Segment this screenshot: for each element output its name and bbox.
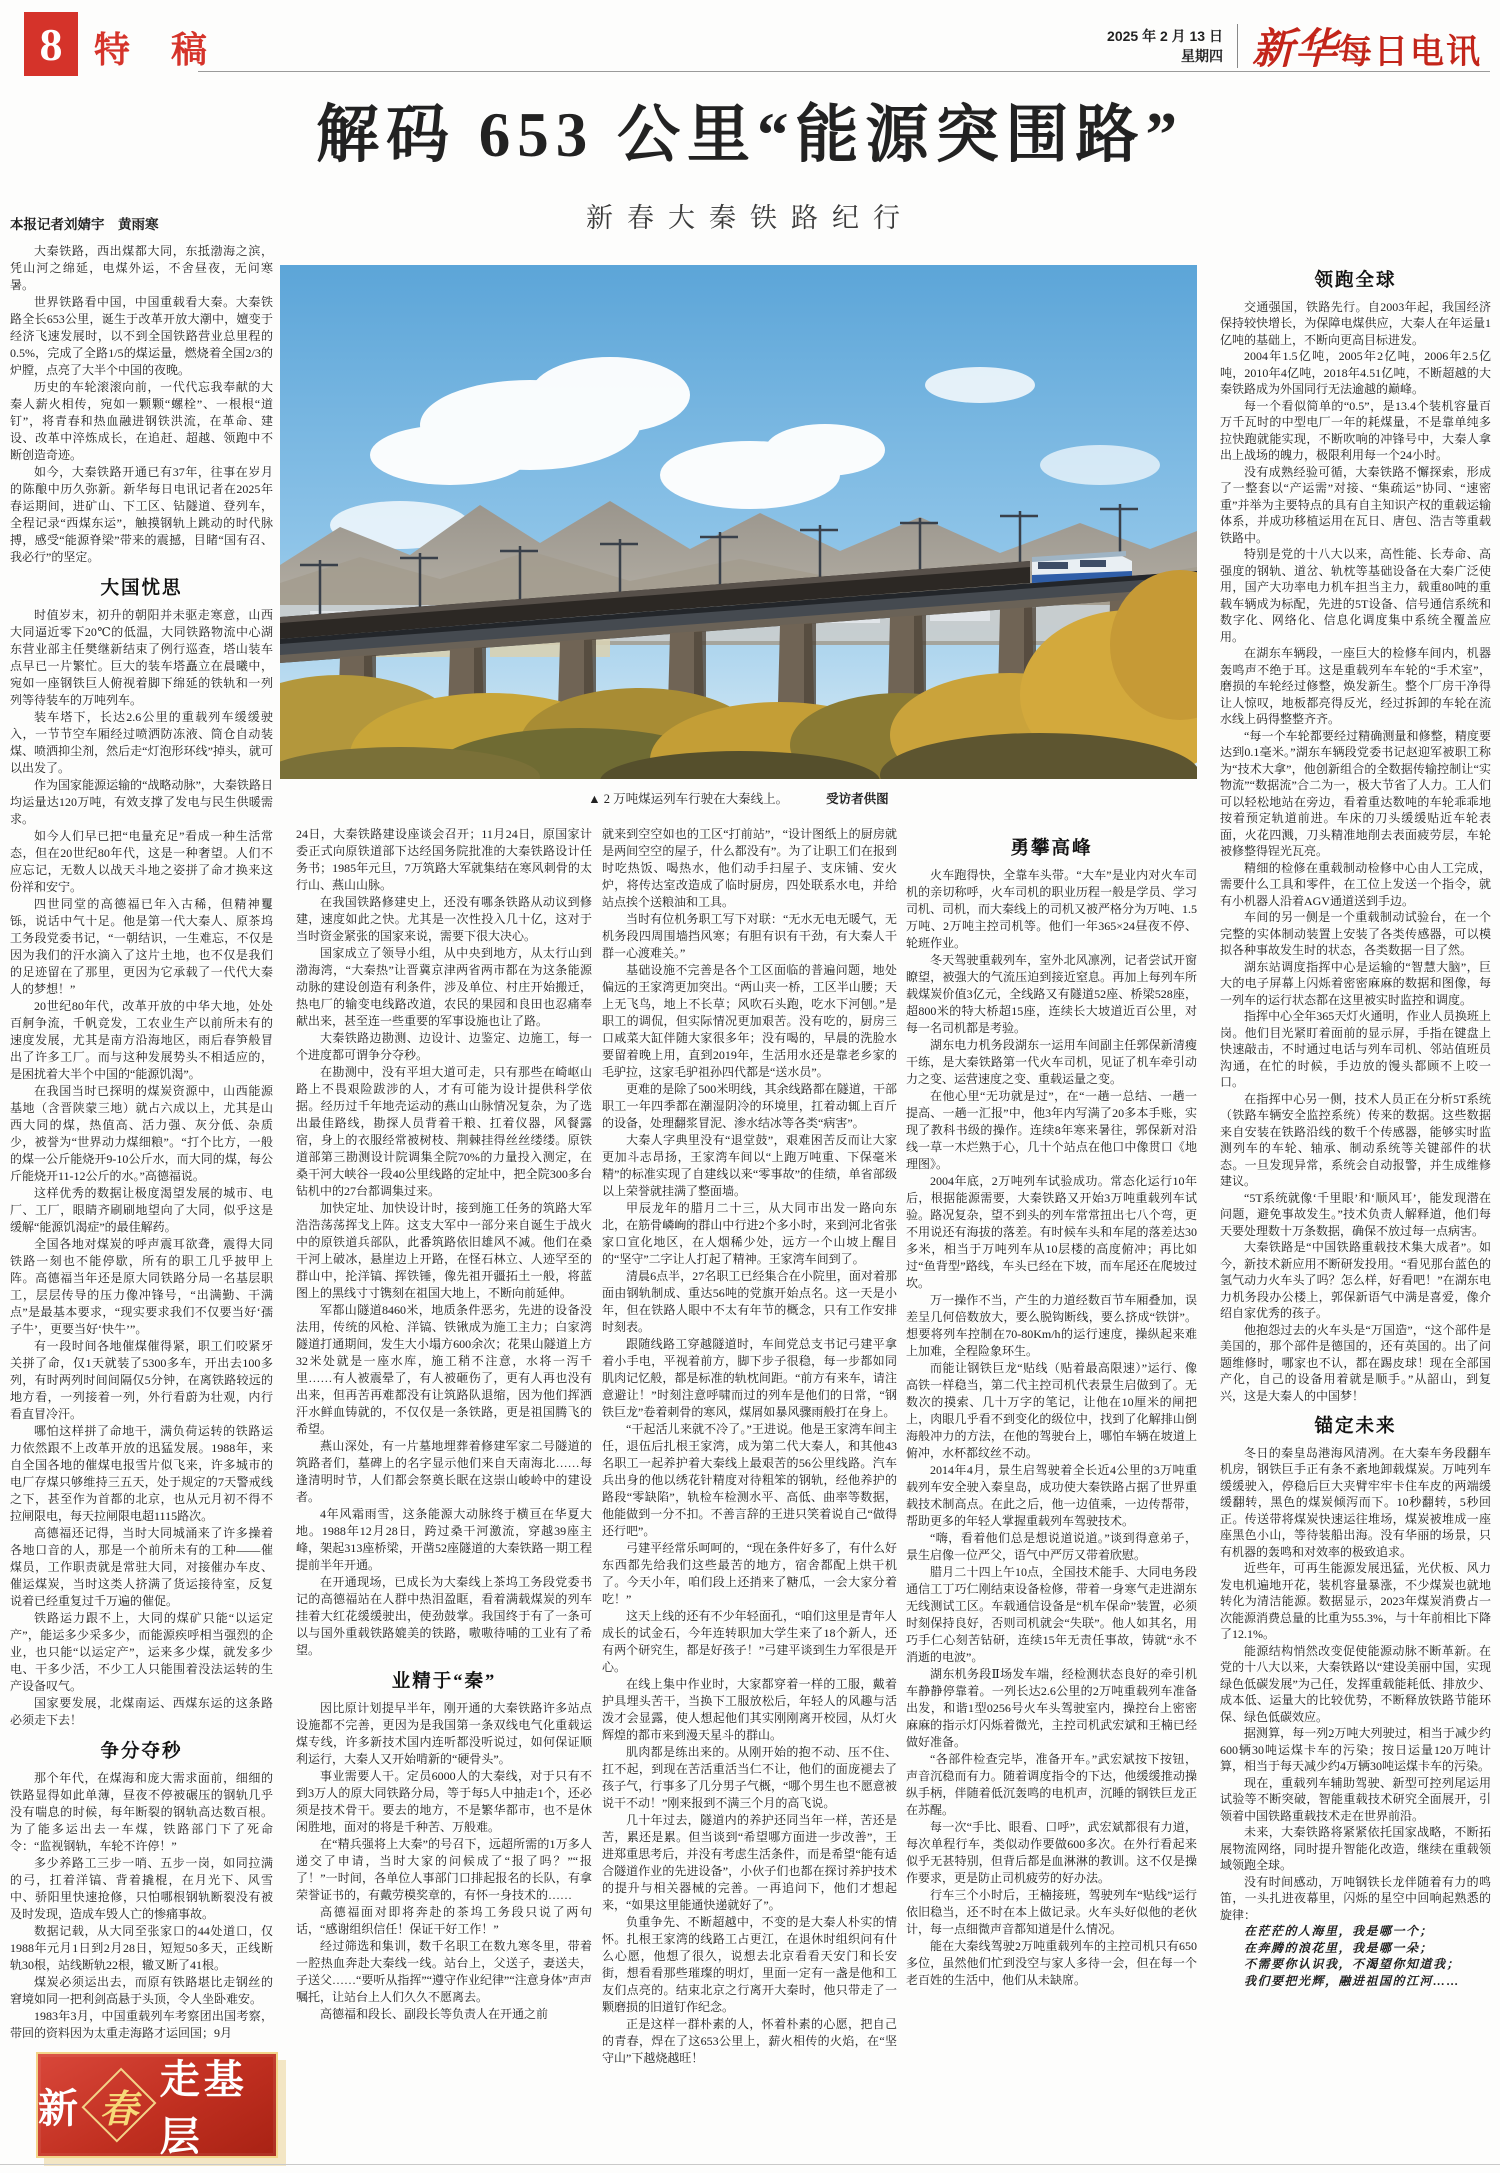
paragraph: 每一个看似简单的“0.5”，是13.4个装机容量百万千瓦时的中型电厂一年的耗煤量，不是靠单纯多拉快跑就能实现，不断吹响的冲锋号中，大秦人拿出上战场的魄力，极限利用每一个24小时。 [1220, 398, 1491, 462]
paragraph: 清晨6点半，27名职工已经集合在小院里，面对着那面由钢轨制成、重达56吨的党旗开始点名。这一天是小年，但在铁路人眼中不太有年节的概念，只有工作安排时刻表。 [602, 1269, 897, 1334]
lyric-line: 我们要把光辉，融进祖国的江河…… [1244, 1973, 1461, 1988]
paragraph: 能源结构悄然改变促使能源动脉不断革新。在党的十八大以来，大秦铁路以“建设美丽中国，实现绿色低碳发展”为己任，发挥重载能耗低、排放少、成本低、运量大的比较优势，不断释放铁路节能环保、绿色低碳效应。 [1220, 1643, 1491, 1724]
byline: 本报记者刘婧宇 黄雨寒 [10, 217, 159, 232]
page-number-box [24, 12, 78, 76]
paragraph: 在开通现场，已成长为大秦线上茶坞工务段党委书记的高德福站在人群中热泪盈眶，看着满载煤炭的列车挂着大红花缓缓驶出，使劲鼓掌。我国终于有了一条可以与国外重载铁路媲美的铁路，嗷嗷待哺的工业有了希望。 [296, 1575, 592, 1657]
paragraph: 精细的检修在重载制动检修中心由人工完成，需要什么工具和零件，在工位上发送一个指令，就有小机器人沿着AGV通道送到手边。 [1220, 860, 1491, 908]
paragraph: 24日，大秦铁路建设座谈会召开；11月24日，原国家计委正式向原铁道部下达经国务院批准的大秦铁路设计任务书；1985年元旦，7万筑路大军就集结在寒风刺骨的太行山、燕山山脉。 [296, 827, 592, 892]
weekday: 星期四 [1180, 48, 1223, 64]
bottom-rule [0, 2164, 1500, 2165]
paragraph: 湖东站调度指挥中心是运输的“智慧大脑”，巨大的电子屏幕上闪烁着密密麻麻的数据和图像，每一列车的运行状态都在这里被实时监控和调度。 [1220, 959, 1491, 1007]
paragraph: 20世纪80年代，改革开放的中华大地，处处百舸争流，千帆竞发，工农业生产以前所未有的速度发展，尤其是南方沿海地区，雨后春笋般冒出了许多工厂。而与这种发展势头不相适应的，是困扰着大半个中国的“能源饥渴”。 [10, 999, 273, 1081]
paragraph: 2014年4月，景生启驾驶着全长近4公里的3万吨重载列车安全驶入秦皇岛，成功使大秦铁路占据了世界重载技术制高点。在此之后，他一边值乘，一边传帮带，帮助更多的年轻人掌握重载列车驾驶技术。 [906, 1463, 1197, 1528]
paragraph: 煤炭必须运出去，而原有铁路堪比走钢丝的窘境如同一把利剑高悬于头顶，令人坐卧难安。 [10, 1975, 273, 2006]
paragraph: 正是这样一群朴素的人，怀着朴素的心愿，把自己的青春，焊在了这653公里上，薪火相传的火焰，在“坚守山”下越烧越旺！ [602, 2017, 897, 2065]
section-heading: 争分夺秒 [100, 1742, 183, 1762]
paragraph: 如今人们早已把“电量充足”看成一种生活常态，但在20世纪80年代，这是一种奢望。人们不应忘记，无数人以战天斗地之姿拼了命才换来这份祥和安宁。 [10, 829, 273, 894]
paragraph: 高德福还记得，当时大同城涌来了许多操着各地口音的人，那是一个前所未有的工种——催煤员，工作职责就是常驻大同，对接催办车皮、催运煤炭，当时这类人挤满了货运接待室，反复说着已经重复过千万遍的催促。 [10, 1526, 273, 1608]
section-heading: 锚定未来 [1314, 1417, 1397, 1437]
paragraph: 在“精兵强将上大秦”的号召下，远超所需的1万多人递交了申请，当时大家的问候成了“报了吗？”“报了！”一时间，各单位人事部门口排起报名的长队，有拿荣誉证书的，有戴劳模奖章的，有怀一身技术的…… [296, 1837, 592, 1902]
column-1 [10, 212, 273, 2042]
paragraph: 没有时间感动，万吨钢铁长龙伴随着有力的鸣笛，一头扎进夜幕里，闪烁的星空中回响起熟悉的旋律： [1220, 1874, 1491, 1922]
lyric-line: 在奔腾的浪花里，我是哪一朵； [1244, 1940, 1434, 1955]
paragraph: 行车三个小时后，王楠接班，驾驶列车“贴线”运行依旧稳当，还不时在本上做记录。火车头好似他的老伙计，每一点细微声音都知道是什么情况。 [906, 1888, 1197, 1936]
paragraph: 2004年1.5亿吨，2005年2亿吨，2006年2.5亿吨，2010年4亿吨，2018年4.51亿吨，不断超越的大秦铁路成为外国同行无法逾越的巅峰。 [1220, 349, 1491, 396]
paragraph: 经过筛选和集训，数千名职工在数九寒冬里，带着一腔热血奔赴大秦线一线。站台上，父送子，妻送夫，子送父……“要听从指挥”“遵守作业纪律”“注意身体”声声嘱托，让站台上人们久久不愿离去。 [296, 1939, 592, 2004]
section-heading: 领跑全球 [1314, 271, 1397, 291]
paragraph: 在我国当时已探明的煤炭资源中，山西能源基地（含晋陕蒙三地）就占六成以上，尤其是山西大同的煤，热值高、活力强、灰分低、杂质少，被誉为“世界动力煤细粮”。“打个比方，一般的煤一公斤能烧开9-10公斤水，而大同的煤，每公斤能烧开11-12公斤的水。”高德福说。 [10, 1084, 273, 1183]
paragraph: 在线上集中作业时，大家都穿着一样的工服，戴着护具埋头苦干，当换下工服放松后，年轻人的风趣与活泼才会显露，使人想起他们其实刚刚离开校园，从灯火辉煌的都市来到漫天星斗的群山。 [602, 1677, 897, 1742]
train-photo-illustration [280, 265, 1197, 779]
paragraph: 高德福面对即将奔赴的茶坞工务段只说了两句话，“感谢组织信任！保证干好工作！” [296, 1905, 592, 1936]
paragraph: 大秦人字典里没有“退堂鼓”，艰难困苦反而让大家更加斗志昂扬，王家湾车间以“上跑万吨重、下保毫米精”的标准实现了自建线以来“零事故”的佳绩，单省部级以上荣誉就挂满了整面墙。 [602, 1133, 897, 1198]
paragraph: 冬日的秦皇岛港海风清冽。在大秦车务段翻车机房，钢铁巨手正有条不紊地卸载煤炭。万吨列车缓缓驶入，停稳后巨大夹臂牢牢卡住车皮的两端缓缓翻转，黑色的煤炭倾泻而下。10秒翻转，5秒回正。传送带将煤炭快速运往堆场，煤炭被堆成一座座黑色小山，等待装船出海。没有华丽的场景，只有机器的轰鸣和对效率的极致追求。 [1220, 1445, 1491, 1559]
header-right [1107, 16, 1482, 76]
paragraph: 时值岁末，初升的朝阳并未驱走寒意，山西大同逼近零下20℃的低温，大同铁路物流中心湖东营业部主任樊继新结束了例行巡查，塔山装车点早已一片繁忙。巨大的装车塔矗立在晨曦中，宛如一座钢铁巨人俯视着脚下绵延的铁轨和一列列等待装车的万吨列车。 [10, 608, 273, 707]
section-name: 特 稿 [94, 30, 224, 70]
paragraph: 在我国铁路修建史上，还没有哪条铁路从动议到修建，速度如此之快。尤其是一次性投入几十亿，这对于当时资金紧张的国家来说，需要下很大决心。 [296, 895, 592, 943]
paragraph: 车间的另一侧是一个重载制动试验台，在一个完整的实体制动装置上安装了各类传感器，可以模拟各种事故发生时的状态，各类数据一目了然。 [1220, 910, 1491, 957]
paragraph: 特别是党的十八大以来，高性能、长寿命、高强度的钢轨、道岔、轨枕等基础设备在大秦广泛使用，国产大功率电力机车担当主力，载重80吨的重载车辆成为标配，先进的5T设备、信号通信系统和数字化、网络化、信息化调度集中系统全覆盖应用。 [1220, 547, 1491, 644]
date-line: 2025 年 2 月 13 日 [1107, 28, 1223, 44]
paragraph: 四世同堂的高德福已年入古稀，但精神矍铄，说话中气十足。他是第一代大秦人、原茶坞工务段党委书记，“一朝结识，一生难忘，不仅是因为我们的汗水滴入了这片土地，也不仅是我们的足迹留在了那里，更因为它承载了一代代大秦人的梦想！” [10, 897, 273, 996]
paragraph: 燕山深处，有一片墓地埋葬着修建军家二号隧道的筑路者们，墓碑上的名字显示他们来自天南海北……每逢清明时节，人们都会祭奠长眠在这崇山峻岭中的建设者。 [296, 1439, 592, 1504]
paragraph: 哪怕这样拼了命地干，满负荷运转的铁路运力依然跟不上改革开放的迅猛发展。1988年，来自全国各地的催煤电报雪片似飞来，许多城市的电厂存煤只够维持三五天，处于规定的7天警戒线之下，甚至作为首都的北京，也从元月初不得不拉闸限电，每天拉闸限电超1115路次。 [10, 1424, 273, 1523]
paragraph: “干起活儿来就不冷了。”王进说。他是王家湾车间主任，退伍后扎根王家湾，成为第二代大秦人，和其他43名职工一起养护着大秦线上最艰苦的56公里线路。汽车兵出身的他以绣花针精度对待粗笨的钢轨，经他养护的路段“零缺陷”，轨检车检测水平、高低、曲率等数据，他能做到一分不扣。不善言辞的王进只笑着说自己“做得还行吧”。 [602, 1422, 897, 1538]
paragraph: 现在，重载列车辅助驾驶、新型可控列尾运用试验等不断突破，智能重载技术研究全面展开，引领着中国铁路重载技术走在世界前沿。 [1220, 1775, 1491, 1823]
paragraph: 高德福和段长、副段长等负责人在开通之前 [320, 2007, 549, 2021]
section-heading: 业精于“秦” [391, 1672, 497, 1692]
paragraph: 大秦铁路边勘测、边设计、边鉴定、边施工，每一个进度都可谓争分夺秒。 [296, 1031, 592, 1062]
main-headline: 解码 653 公里“能源突围路” [316, 100, 1184, 170]
paragraph: 火车跑得快，全靠车头带。“大车”是业内对火车司机的亲切称呼，火车司机的职业历程一般是学员、学习司机、司机，而大秦线上的司机又被严格分为万吨、1.5万吨、2万吨主控司机等。他们一年365×24昼夜不停、轮班作业。 [906, 868, 1197, 950]
column-3 [602, 826, 897, 2164]
paragraph: “5T系统就像‘千里眼’和‘顺风耳’，能发现潜在问题，避免事故发生。”技术负责人解释道，他们每天要处理数十万条数据，确保不放过每一点病害。 [1220, 1190, 1491, 1238]
badge-diamond-icon [81, 2068, 156, 2143]
page-number: 8 [39, 18, 63, 70]
photo-caption [280, 789, 1197, 807]
paragraph: 能在大秦线驾驶2万吨重载列车的主控司机只有650多位，虽然他们忙到没空与家人多待一会，但在每一个老百姓的生活中，他们从未缺席。 [906, 1939, 1197, 1987]
masthead-part1: 新华 [1251, 27, 1338, 73]
paragraph: 据测算，每一列2万吨大列驶过，相当于减少约600辆30吨运煤卡车的污染；按日运量120万吨计算，相当于每天减少约4万辆30吨运煤卡车的污染。 [1220, 1726, 1491, 1773]
paragraph: 交通强国，铁路先行。自2003年起，我国经济保持较快增长，为保障电煤供应，大秦人在年运量1亿吨的基础上，不断向更高目标进发。 [1220, 299, 1491, 347]
paragraph: 这样优秀的数据让极度渴望发展的城市、电厂、工厂，眼睛齐刷刷地望向了大同，似乎这是缓解“能源饥渴症”的最佳解药。 [10, 1186, 273, 1234]
masthead-part2: 每日电讯 [1338, 34, 1482, 71]
paragraph: 国家成立了领导小组，从中央到地方，从太行山到渤海湾，“大秦热”让晋冀京津两省两市都在为这条能源动脉的建设创造有利条件，涉及单位、村庄开始搬迁，热电厂的输变电线路改道，农民的果园和良田也忍痛奉献出来，甚至连一些重要的军事设施也让了路。 [296, 946, 592, 1028]
section-heading: 勇攀高峰 [1010, 839, 1093, 859]
paragraph: 这天上线的还有不少年轻面孔，“咱们这里是青年人成长的试金石，今年连转职加大学生来了18个新人，还有两个研究生，都是好孩子！”弓建平谈到生力军很是开心。 [602, 1609, 897, 1674]
photo-credit: 受访者供图 [826, 792, 889, 806]
paragraph: 事业需要人干。定员6000人的大秦线，对于只有不到3万人的原大同铁路分局，等于每5人中抽走1个，还必须是技术骨干。要去的地方，不是繁华都市，也不是休闲胜地，面对的将是千种苦、万般难。 [296, 1769, 592, 1834]
column-5 [1220, 258, 1491, 2158]
paragraph: 腊月二十四上午10点，全国技术能手、大同电务段通信工丁巧仁刚结束设备检修，带着一身寒气走进湖东无线测试工区。车载通信设备是“机车保命”装置，必须时刻保持良好，否则司机就会“失联”。他人如其名，用巧手仁心刻苦钻研，连续15年无责任事故，铸就“永不消逝的电波”。 [906, 1565, 1197, 1664]
paragraph: 更难的是除了500米明线，其余线路都在隧道，干部职工一年四季都在潮湿阴冷的环境里，扛着动辄上百斤的设备，处理翻浆冒泥、渗水结冰等各类“病害”。 [602, 1082, 897, 1130]
badge-char-xin: 新 [38, 2085, 78, 2131]
paragraph: “各部件检查完毕，准备开车。”武宏斌按下按钮，声音沉稳而有力。随着调度指令的下达，他缓缓推动操纵手柄，伴随着低沉轰鸣的电机声，沉睡的钢铁巨龙正在苏醒。 [906, 1752, 1197, 1817]
paragraph: 1983年3月，中国重载列车考察团出国考察，带回的资料因为太重走海路才运回国；9月 [10, 2009, 273, 2040]
paragraph: 当时有位机务职工写下对联：“无水无电无暖气，无机务段四周围墙挡风寒；有胆有识有干劲，有大秦人干群一心渡难关。” [602, 912, 897, 960]
badge-text: 走基层 [159, 2057, 248, 2159]
sub-headline: 新春大秦铁路纪行 [586, 203, 914, 233]
paragraph: 冬天驾驶重载列车，室外北风凛冽，记者尝试开窗瞭望，被强大的气流压迫到接近窒息。再加上每列车所载煤炭价值3亿元，全线路又有隧道52座、桥梁528座，超800米的特大桥超15座，连续长大坡道近百公里，对每一名司机都是考验。 [906, 953, 1197, 1035]
paragraph: 基础设施不完善是各个工区面临的普遍问题，地处偏远的王家湾更加突出。“两山夹一桥，工区半山腰；天上无飞鸟，地上不长草；风吹石头跑，吃水下河刨。”是职工的调侃，但实际情况更加艰苦。没有吃的，厨房三口咸菜大缸伴随大家很多年；没有喝的，早晨的洗脸水要留着晚上用，直到2019年，生活用水还是靠老乡家的毛驴拉，这家毛驴祖孙四代都是“送水员”。 [602, 963, 897, 1079]
column-4 [906, 826, 1197, 2164]
paragraph: 加快定址、加快设计时，接到施工任务的筑路大军浩浩荡荡挥戈上阵。这支大军中一部分来自诞生于战火中的原铁道兵部队，此番筑路依旧雄风不减。他们在桑干河上破冰，悬崖边上开路，在怪石林立、人迹罕至的群山中，抡洋镐、挥铁锤，像先祖开疆拓土一般，将蓝图上的黑线寸寸镌刻在祖国大地上，不断向前延伸。 [296, 1201, 592, 1300]
paragraph: 大秦铁路，西出煤都大同，东抵渤海之滨，凭山河之绵延，电煤外运，不舍昼夜，无问寒暑。 [10, 244, 273, 292]
paragraph: 就来到空空如也的工区“打前站”，“设计图纸上的厨房就是两间空空的屋子，什么都没有”。为了让职工们在报到时吃热饭、喝热水，他们动手扫屋子、支床铺、安火炉，将传达室改造成了临时厨房，四处联系水电，并给站点挨个送粮油和工具。 [602, 827, 897, 909]
paragraph: 湖东电力机务段湖东一运用车间副主任郭保新清瘦干练，是大秦铁路第一代火车司机，见证了机车牵引动力之变、运营速度之变、重载运量之变。 [906, 1038, 1197, 1086]
paragraph: 在指挥中心另一侧，技术人员正在分析5T系统（铁路车辆安全监控系统）传来的数据。这些数据来自安装在铁路沿线的数千个传感器，能够实时监测列车的车轮、轴承、制动系统等关键部件的状态。一旦发现异常，系统会自动报警，并生成维修建议。 [1220, 1091, 1491, 1188]
paragraph: “每一个车轮都要经过精确测量和修整，精度要达到0.1毫米。”湖东车辆段党委书记赵迎军被职工称为“技术大拿”，他创新组合的全数据传输控制让“实物流”“数据流”合二为一，极大节省了人力。工人们可以轻松地站在旁边，看着重达数吨的车轮乖乖地按着预定轨道前进。车床的刀头缓缓贴近车轮表面，火花四溅，刀头精准地削去表面疲劳层，车轮被修整得锃光瓦亮。 [1220, 728, 1491, 858]
paragraph: 肌肉都是练出来的。从刚开始的抱不动、压不住、扛不起，到现在苦活重活当仁不让，他们的面庞褪去了孩子气，行事多了几分男子气概，“哪个男生也不愿意被说干不动！”刚来报到不满三个月的高飞说。 [602, 1745, 897, 1810]
masthead-logo [1252, 16, 1482, 76]
paragraph: 作为国家能源运输的“战略动脉”，大秦铁路日均运量达120万吨，有效支撑了发电与民生供暖需求。 [10, 778, 273, 826]
paragraph: 几十年过去，隧道内的养护还同当年一样，苦还是苦，累还是累。但当谈到“希望哪方面进一步改善”，王进郑重思考后，并没有考虑生活条件，而是希望“能有适合隧道作业的先进设备”，小伙子们也都在探讨养护技术的提升与相关器械的完善。一再追问下，他们才想起来，“如果这里能通快递就好了”。 [602, 1813, 897, 1912]
paragraph: 多少养路工三步一哨、五步一岗，如同拉满的弓，扛着洋镐、背着撬棍，在月光下、风雪中、骄阳里快速抢修，只怕哪根钢轨断裂没有被及时发现，造成车毁人亡的惨痛事故。 [10, 1856, 273, 1921]
paragraph: 在湖东车辆段，一座巨大的检修车间内，机器轰鸣声不绝于耳。这是重载列车车轮的“手术室”，磨损的车轮经过修整，焕发新生。整个厂房干净得让人惊叹，地板都亮得反光，经过拆卸的车轮在流水线上码得整整齐齐。 [1220, 646, 1491, 726]
paragraph: 国家要发展，北煤南运、西煤东运的这条路必须走下去！ [10, 1696, 273, 1727]
caption-text: ▲ 2 万吨煤运列车行驶在大秦线上。 [588, 792, 789, 806]
paragraph: 世界铁路看中国，中国重载看大秦。大秦铁路全长653公里，诞生于改革开放大潮中，嬗变于经济飞速发展时，以不到全国铁路营业总里程的0.5%，完成了全路1/5的煤运量，燃烧着全国2/3的炉膛，点亮了大半个中国的夜晚。 [10, 295, 273, 377]
paragraph: 每一次“手比、眼看、口呼”，武宏斌都很有力道，每次单程行车，类似动作要做600多次。在外行看起来似乎无甚特别，但背后都是血淋淋的教训。这不仅是操作要求，更是防止司机疲劳的好办法。 [906, 1820, 1197, 1885]
paragraph: 湖东机务段Ⅱ场发车端，经检测状态良好的牵引机车静静停靠着。一列长达2.6公里的2万吨重载列车准备出发，和谐1型0256号火车头驾驶室内，操控台上密密麻麻的指示灯闪烁着微光，主控司机武宏斌和王楠已经做好准备。 [906, 1667, 1197, 1749]
paragraph: 他抱怨过去的火车头是“万国造”，“这个部件是美国的，那个部件是德国的，还有英国的。出了问题维修时，哪家也不认，都在踢皮球！现在全部国产化，自己的设备用着就是顺手。”从韶山，到复兴，这是大秦人的中国梦！ [1220, 1322, 1491, 1403]
badge-char-chun: 春 [99, 2088, 138, 2131]
paragraph: 甲辰龙年的腊月二十三，从大同市出发一路向东北，在筋骨嶙峋的群山中行进2个多小时，来到河北省张家口宣化地区，在人烟稀少处，远方一个山坡上醒目的“坚守”二字让人打起了精神。王家湾车间到了。 [602, 1201, 897, 1266]
section-heading: 大国忧思 [100, 579, 183, 599]
lead-photo [280, 265, 1197, 779]
paragraph: 而能让钢铁巨龙“贴线（贴着最高限速）”运行、像高铁一样稳当，第二代主控司机代表景生启做到了。无数次的摸索、几十万字的笔记，让他在10厘米的闸把上，肉眼几乎看不到变化的级位中，找到了化解排山倒海般冲力的方法，在他的驾驶台上，哪怕车辆在坡道上俯冲，水杯都纹丝不动。 [906, 1361, 1197, 1460]
new-spring-badge [36, 2052, 278, 2158]
lyric-line: 不需要你认识我，不渴望你知道我； [1244, 1957, 1461, 1971]
paragraph: 历史的车轮滚滚向前，一代代忘我奉献的大秦人薪火相传，宛如一颗颗“螺栓”、一根根“道钉”，将青春和热血融进钢铁洪流，在革命、建设、改革中淬炼成长，在追赶、超越、领跑中不断创造奇迹。 [10, 380, 273, 462]
paragraph: 4年风霜雨雪，这条能源大动脉终于横亘在华夏大地。1988年12月28日，跨过桑干河激流，穿越39座主峰，架起313座桥梁，开凿52座隧道的大秦铁路一期工程提前半年开通。 [296, 1507, 592, 1572]
paragraph: 在勘测中，没有平坦大道可走，只有那些在崎岖山路上不畏艰险跋涉的人，才有可能为设计提供科学依据。经历过千年地壳运动的燕山山脉情况复杂，为了选出最佳路线，勘探人员背着干粮、扛着仪器，风餐露宿，身上的衣服经常被树枝、荆棘挂得丝丝缕缕。原铁道部第三勘测设计院调集全院70%的力量投入测定，在桑干河大峡谷一段40公里线路的定址中，把全院300多台钻机中的27台都调集过来。 [296, 1065, 592, 1198]
paragraph: “嗨，看着他们总是想说道说道。”谈到得意弟子，景生启像一位严父，语气中严厉又带着欣慰。 [906, 1531, 1197, 1562]
paragraph: 万一操作不当，产生的力道经数百节车厢叠加，误差呈几何倍数放大，要么脱钩断线，要么挤成“铁饼”。想要将列车控制在70-80Km/h的运行速度，操纵起来难上加难，全程险象环生。 [906, 1293, 1197, 1358]
paragraph: 数据记载，从大同至张家口的44处道口，仅1988年元月1日到2月28日，短短50多天，正线断轨30根，站线断轨22根，辙叉断了41根。 [10, 1924, 273, 1972]
paragraph: 有一段时间各地催煤催得紧，职工们咬紧牙关拼了命，仅1天就装了5300多车，开出去100多列，有时两列时间间隔仅5分钟，在离铁路较远的地方看，一列接着一列，外行看蔚为壮观，内行看直冒冷汗。 [10, 1339, 273, 1421]
paragraph: 因比原计划提早半年，刚开通的大秦铁路许多站点设施都不完善，更因为是我国第一条双线电气化重载运煤专线，许多新技术国内连听都没听说过，如何保证顺利运行，大秦人又开始啃新的“硬骨头”。 [296, 1701, 592, 1766]
paragraph: 铁路运力跟不上，大同的煤矿只能“以运定产”，能运多少采多少，而能源疾呼相当强烈的企业，也只能“以运定产”，运来多少煤，就发多少电、干多少活，不少工人只能围着没法运转的生产设备叹气。 [10, 1611, 273, 1693]
paragraph: 全国各地对煤炭的呼声震耳欲聋，震得大同铁路一刻也不能停歇，所有的职工几乎披甲上阵。高德福当年还是原大同铁路分局一名基层职工，层层传导的压力像冲锋号，“出满勤、干满点”是最基本要求，“现实要求我们不仅要当好‘孺子牛’，更要当好‘快牛’”。 [10, 1237, 273, 1336]
paragraph: 没有成熟经验可循，大秦铁路不懈探索，形成了一整套以“产运需”对接、“集疏运”协同、“速密重”并举为主要特点的具有自主知识产权的重载运输体系，并成功移植运用在瓦日、唐包、浩吉等重载铁路中。 [1220, 464, 1491, 545]
paragraph: 弓建平经常乐呵呵的，“现在条件好多了，有什么好东西都先给我们这些最苦的地方，宿舍都配上烘干机了。今天小年，咱们段上还捎来了糖瓜，一会大家分着吃！” [602, 1541, 897, 1606]
paragraph: 在他心里“无功就是过”，在“一趟一总结、一趟一提高、一趟一汇报”中，他3年内写满了20多本手账，实现了教科书级的操作。连续8年寒来暑往，郭保新对沿线一草一木烂熟于心，几十个站点在他口中像贯口《地理图》。 [906, 1089, 1197, 1171]
lyric-line: 在茫茫的人海里，我是哪一个； [1244, 1924, 1434, 1938]
paragraph: 未来，大秦铁路将紧紧依托国家战略，不断拓展物流网络，同时提升智能化改造，继续在重载领域领跑全球。 [1220, 1825, 1491, 1872]
paragraph: 如今，大秦铁路开通已有37年，往事在岁月的陈酿中历久弥新。新华每日电讯记者在2025年春运期间，进矿山、下工区、钻隧道、登列车，全程记录“西煤东运”，触摸钢轨上跳动的时代脉搏，感受“能源脊梁”带来的震撼，目睹“国有召、我必行”的坚定。 [10, 465, 273, 564]
paragraph: 大秦铁路是“中国铁路重载技术集大成者”。如今，新技术新应用不断研发投用。“看见那台蓝色的氢气动力火车头了吗？怎么样，好看吧！”在湖东电力机务段办公楼上，郭保新语气中满是喜爱，像介绍自家优秀的孩子。 [1220, 1240, 1491, 1320]
header-divider [1237, 24, 1238, 68]
paragraph: 军都山隧道8460米，地质条件恶劣，先进的设备没法用，传统的风枪、洋镐、铁锹成为施工主力；白家湾隧道打通期间，发生大小塌方600余次；花果山隧道上方32米处就是一座水库，施工稍不注意，水将一泻千里……有人被震晕了，有人被砸伤了，更有人再也没有出来，但再苦再难都没有让筑路队退缩，因为他们挥洒汗水鲜血铸就的，不仅仅是一条铁路，更是祖国腾飞的希望。 [296, 1303, 592, 1436]
paragraph: 装车塔下，长达2.6公里的重载列车缓缓驶入，一节节空车厢经过喷洒防冻液、筒仓自动装煤、喷洒抑尘剂，然后走“灯泡形环线”掉头，就可以出发了。 [10, 710, 273, 775]
date-block [1107, 26, 1223, 66]
paragraph: 近些年，可再生能源发展迅猛，光伏板、风力发电机遍地开花，装机容量暴涨，不少煤炭也就地转化为清洁能源。数据显示，2023年煤炭消费占一次能源消费总量的比重为55.3%，与十年前相比下降了12.1%。 [1220, 1561, 1491, 1641]
column-2 [296, 826, 592, 2164]
paragraph: 2004年底，2万吨列车试验成功。常态化运行10年后，根据能源需要，大秦铁路又开始3万吨重载列车试验。路况复杂，望不到头的列车常常扭出七八个弯，更不用说还有海拔的落差。有时候车头和车尾的落差达30多米，相当于万吨列车从10层楼的高度俯冲；再比如过“鱼背型”路线，车头已经在下坡，而车尾还在爬坡过坎。 [906, 1174, 1197, 1290]
paragraph: 那个年代，在煤海和庞大需求面前，细细的铁路显得如此单薄，昼夜不停被碾压的钢轨几乎没有喘息的时候，每年断裂的钢轨高达数百根。为了能多运出去一车煤，铁路部门下了死命令：“监视钢轨，车轮不许停！” [10, 1771, 273, 1853]
paragraph: 跟随线路工穿越隧道时，车间党总支书记弓建平拿着小手电，平视着前方，脚下步子很稳，每一步都如同肌肉记忆般，都是标准的轨枕间距。“前方有来车，请注意避让！”时刻注意呼啸而过的列车是他们的日常，“钢铁巨龙”卷着刺骨的寒风，煤屑如暴风骤雨般打在身上。 [602, 1337, 897, 1419]
paragraph: 负重争先、不断超越中，不变的是大秦人朴实的情怀。扎根王家湾的线路工占更江，在退休时组织问有什么心愿，他想了很久，说想去北京看看天安门和长安街，想看看那些璀璨的明灯，里面一定有一盏是他和工友们点亮的。结束北京之行离开大秦时，他只带走了一颗磨损的旧道钉作纪念。 [602, 1915, 897, 2014]
paragraph: 指挥中心全年365天灯火通明，作业人员换班上岗。他们目光紧盯着面前的显示屏，手指在键盘上快速敲击，不时通过电话与列车司机、邻站值班员沟通，在忙的时候，手边放的馒头都顾不上咬一口。 [1220, 1009, 1491, 1089]
